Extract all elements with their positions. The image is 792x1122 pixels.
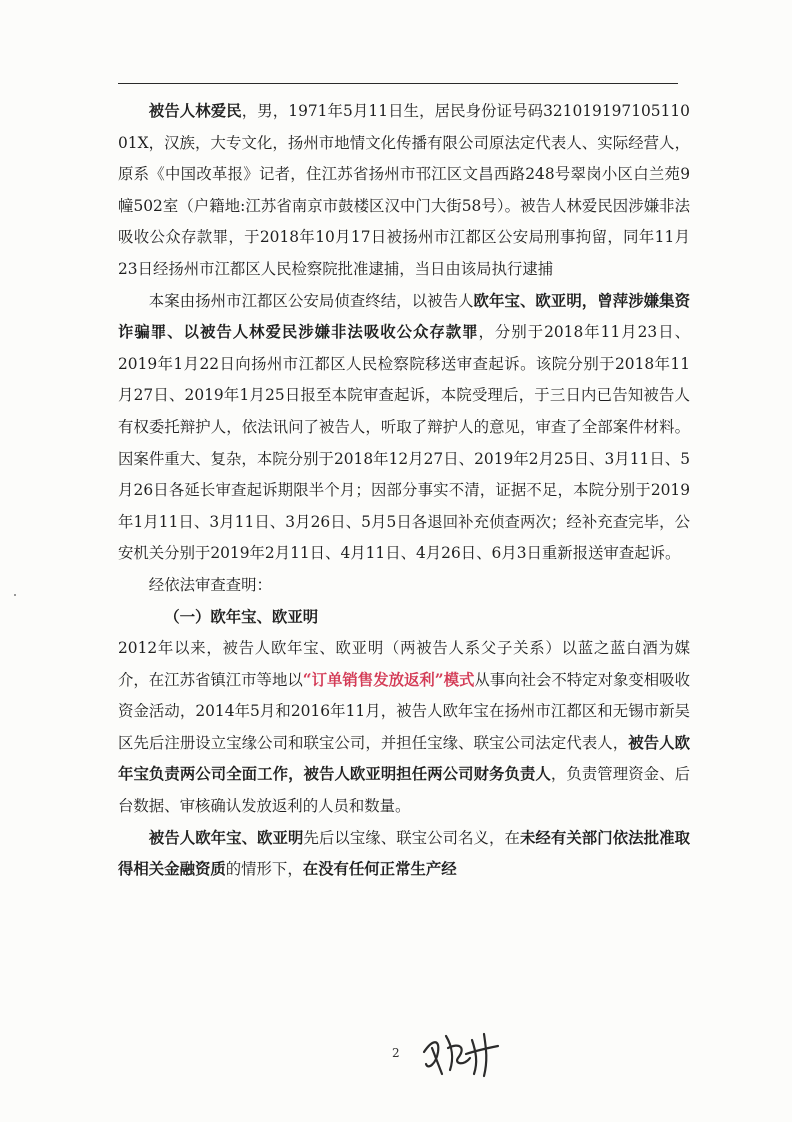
handwritten-signature-icon xyxy=(418,1018,508,1080)
section-heading-1: （一）欧年宝、欧亚明 xyxy=(164,607,319,626)
fact-paragraph-1: 2012年以来，被告人欧年宝、欧亚明（两被告人系父子关系）以蓝之蓝白酒为媒介，在江苏省镇江市等地以“订单销售发放返利”模式从事向社会不特定对象变相吸收资金活动，2014年5月和2016年11月，被告人欧年宝在扬州市江都区和无锡市新吴区先后注册设立宝缘公司和联宝公司，并担任宝缘、联宝公司法定代表人，被告人欧年宝负责两公司全面工作，被告人欧亚明担任两公司财务负责人，负责管理资金、后台数据、审核确认发放返利的人员和数量。 xyxy=(118,639,690,816)
defendant-name: 被告人林爱民 xyxy=(148,102,242,120)
scan-speck xyxy=(14,594,16,596)
page-number: 2 xyxy=(392,1046,400,1060)
defendant-lin-aimin-paragraph: 被告人林爱民，男，1971年5月11日生，居民身份证号码321019197105110 01X，汉族，大专文化，扬州市地情文化传播有限公司原法定代表人、实际经营人，原系《中国改革报》记者，住江苏省扬州市邗江区文昌西路248号翠岗小区白兰苑9幢502室（户籍地:江苏省南京市鼓楼区汉中门大街58号）。被告人林爱民因涉嫌非法吸收公众存款罪，于2018年10月17日被扬州市江都区公安局刑事拘留，同年11月23日经扬州市江都区人民检察院批准逮捕，当日由该局执行逮捕 xyxy=(118,102,690,278)
indictment-body xyxy=(118,96,690,886)
highlighted-term: “订单销售发放返利”模式 xyxy=(302,670,475,689)
fact-paragraph-2: 被告人欧年宝、欧亚明先后以宝缘、联宝公司名义，在未经有关部门依法批准取得相关金融资质的情形下，在没有任何正常生产经 xyxy=(118,828,690,879)
header-rule xyxy=(118,83,678,84)
review-findings-intro: 经依法审查查明： xyxy=(148,575,272,594)
case-procedure-paragraph: 本案由扬州市江都区公安局侦查终结，以被告人欧年宝、欧亚明，曾萍涉嫌集资诈骗罪、以被告人林爱民涉嫌非法吸收公众存款罪，分别于2018年11月23日、2019年1月22日向扬州市江都区人民检察院移送审查起诉。该院分别于2018年11月27日、2019年1月25日报至本院审查起诉，本院受理后，于三日内已告知被告人有权委托辩护人，依法讯问了被告人，听取了辩护人的意见，审查了全部案件材料。因案件重大、复杂，本院分别于2018年12月27日、2019年2月25日、3月11日、5月26日各延长审查起诉期限半个月；因部分事实不清，证据不足，本院分别于2019年1月11日、3月11日、3月26日、5月5日各退回补充侦查两次；经补充查完毕，公安机关分别于2019年2月11日、4月11日、4月26日、6月3日重新报送审查起诉。 xyxy=(118,291,690,563)
